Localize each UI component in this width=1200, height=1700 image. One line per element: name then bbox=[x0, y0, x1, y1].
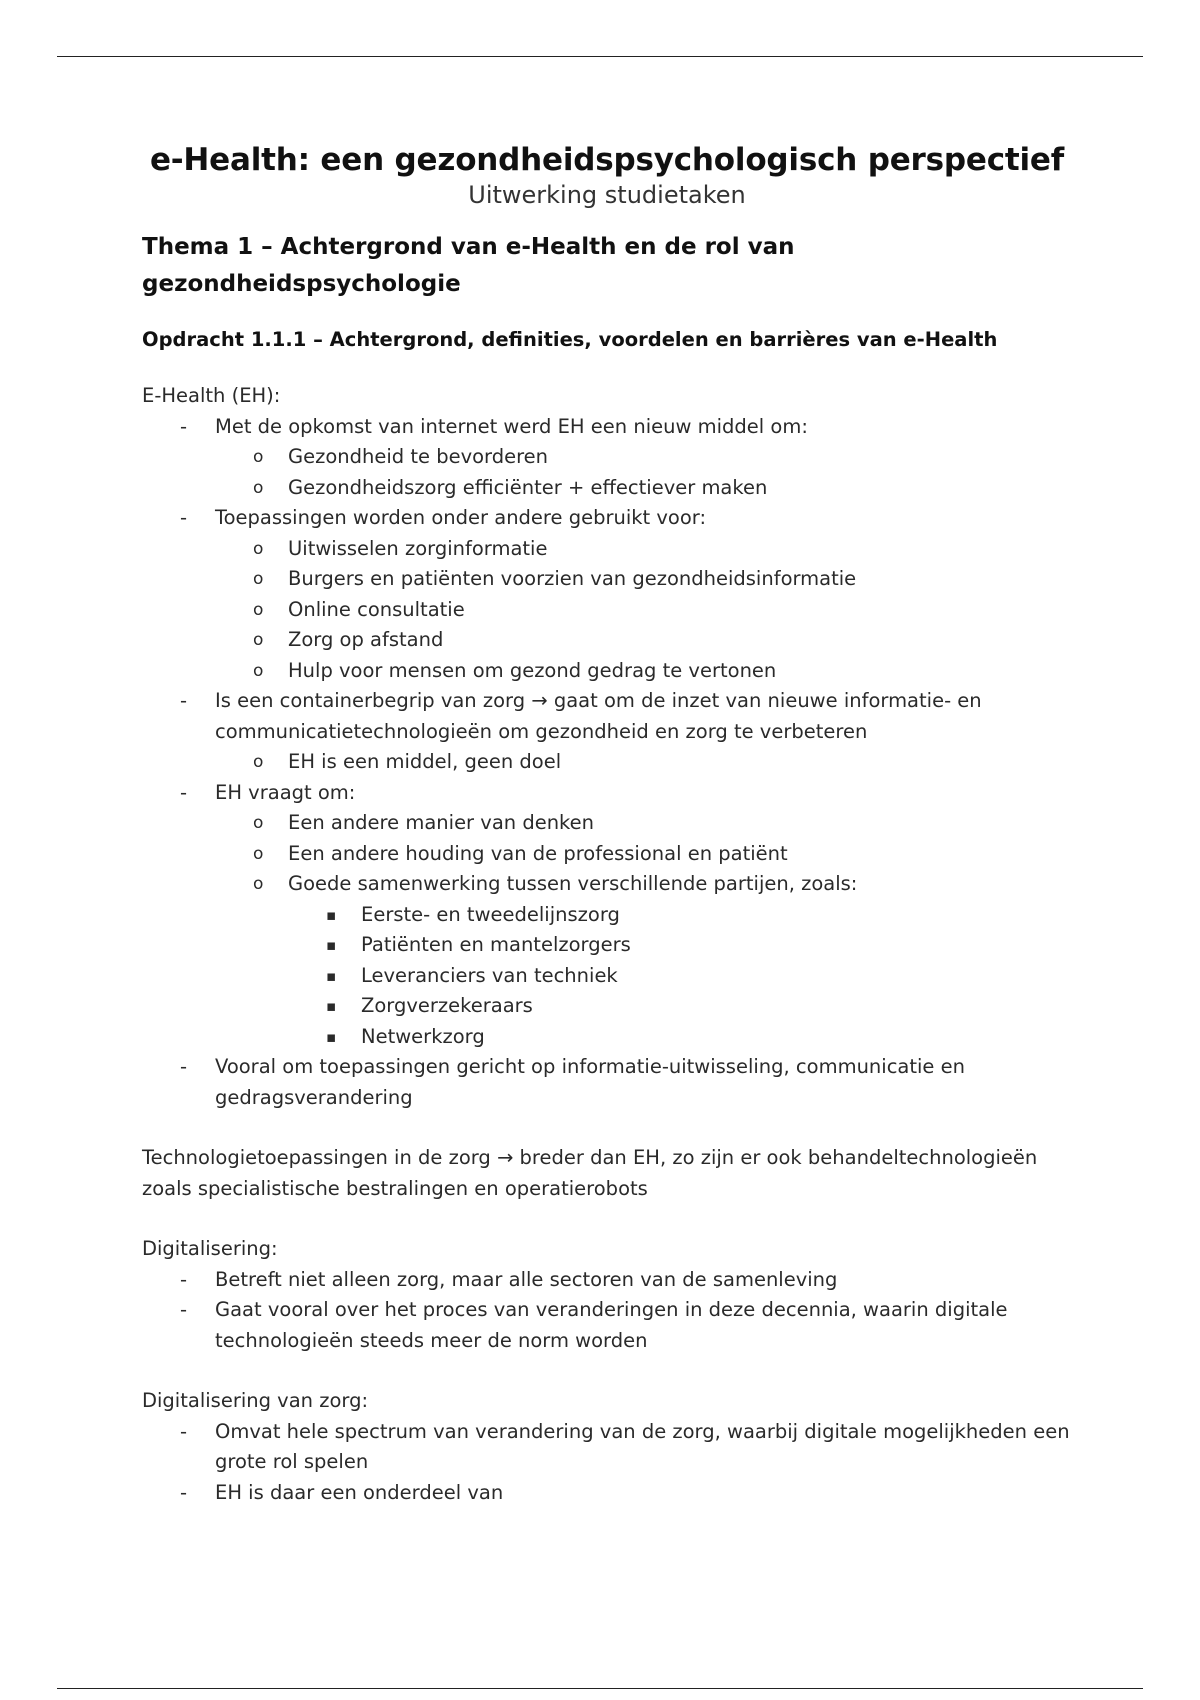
list-item bbox=[215, 656, 1072, 687]
list-item-text: EH is daar een onderdeel van bbox=[215, 1480, 504, 1504]
square-marker: ▪ bbox=[326, 966, 337, 985]
circle-marker: o bbox=[253, 752, 264, 773]
ehealth-label: E-Health (EH): bbox=[142, 384, 281, 408]
digitalisering-zorg-label: Digitalisering van zorg: bbox=[142, 1389, 369, 1413]
list-item-text: Toepassingen worden onder andere gebruikt voor: bbox=[215, 506, 707, 530]
top-rule bbox=[57, 56, 1143, 57]
list-item-text: Gezondheid te bevorderen bbox=[288, 445, 549, 469]
document-subtitle: Uitwerking studietaken bbox=[468, 181, 746, 210]
list-item-text: Online consultatie bbox=[288, 597, 465, 621]
dash-marker: - bbox=[180, 506, 188, 530]
list-item bbox=[215, 869, 1072, 1052]
circle-marker: o bbox=[253, 813, 264, 834]
list-item-text: Gezondheidszorg efficiënter + effectiever maken bbox=[288, 475, 768, 499]
list-item-text: EH vraagt om: bbox=[215, 780, 356, 804]
list-item-text: Hulp voor mensen om gezond gedrag te vertonen bbox=[288, 658, 777, 682]
sub-sub-list bbox=[215, 900, 1072, 1053]
document-title: e-Health: een gezondheidspsychologisch perspectief bbox=[149, 142, 1065, 178]
spacer bbox=[142, 1113, 1072, 1143]
list-item bbox=[142, 686, 1072, 778]
list-item bbox=[215, 564, 1072, 595]
technologie-paragraph: Technologietoepassingen in de zorg → breder dan EH, zo zijn er ook behandeltechnologieën zoals specialistische bestralingen en operatierobots bbox=[142, 1146, 1038, 1200]
dash-marker: - bbox=[180, 1055, 188, 1079]
square-marker: ▪ bbox=[326, 1027, 337, 1046]
list-item bbox=[215, 839, 1072, 870]
digitalisering-list bbox=[142, 1265, 1072, 1357]
dash-marker: - bbox=[180, 1419, 188, 1443]
digitalisering-label: Digitalisering: bbox=[142, 1237, 278, 1261]
list-item-text: Goede samenwerking tussen verschillende partijen, zoals: bbox=[288, 872, 858, 896]
list-item bbox=[288, 900, 1072, 931]
ehealth-list bbox=[142, 412, 1072, 1114]
dash-marker: - bbox=[180, 1298, 188, 1322]
list-item bbox=[142, 412, 1072, 504]
list-item-text: Een andere houding van de professional en patiënt bbox=[288, 841, 788, 865]
document-page bbox=[142, 140, 1072, 1508]
circle-marker: o bbox=[253, 599, 264, 620]
list-item-text: Eerste- en tweedelijnszorg bbox=[361, 902, 620, 926]
circle-marker: o bbox=[253, 477, 264, 498]
list-item-text: Met de opkomst van internet werd EH een nieuw middel om: bbox=[215, 414, 808, 438]
dash-marker: - bbox=[180, 780, 188, 804]
square-marker: ▪ bbox=[326, 905, 337, 924]
square-marker: ▪ bbox=[326, 936, 337, 955]
theme-heading bbox=[142, 229, 1072, 303]
list-item bbox=[142, 1478, 1072, 1509]
list-item bbox=[142, 1295, 1072, 1356]
circle-marker: o bbox=[253, 447, 264, 468]
sub-list bbox=[142, 442, 1072, 503]
list-item bbox=[215, 473, 1072, 504]
digitalisering-zorg-list bbox=[142, 1417, 1072, 1509]
list-item-text: Gaat vooral over het proces van veranderingen in deze decennia, waarin digitale technologieën steeds meer de norm worden bbox=[215, 1298, 1008, 1352]
circle-marker: o bbox=[253, 874, 264, 895]
list-item bbox=[215, 442, 1072, 473]
circle-marker: o bbox=[253, 630, 264, 651]
dash-marker: - bbox=[180, 414, 188, 438]
dash-marker: - bbox=[180, 1480, 188, 1504]
list-item-text: Zorg op afstand bbox=[288, 628, 444, 652]
sub-list bbox=[142, 534, 1072, 687]
list-item-text: Leveranciers van techniek bbox=[361, 963, 618, 987]
spacer bbox=[142, 1204, 1072, 1234]
list-item-text: Een andere manier van denken bbox=[288, 811, 595, 835]
list-item-text: Uitwisselen zorginformatie bbox=[288, 536, 548, 560]
list-item bbox=[215, 625, 1072, 656]
list-item-text: Betreft niet alleen zorg, maar alle sectoren van de samenleving bbox=[215, 1267, 838, 1291]
list-item bbox=[142, 778, 1072, 1053]
list-item bbox=[142, 503, 1072, 686]
list-item bbox=[215, 808, 1072, 839]
list-item-text: EH is een middel, geen doel bbox=[288, 750, 562, 774]
list-item bbox=[288, 1022, 1072, 1053]
bottom-rule bbox=[57, 1688, 1143, 1689]
circle-marker: o bbox=[253, 569, 264, 590]
dash-marker: - bbox=[180, 1267, 188, 1291]
list-item bbox=[142, 1417, 1072, 1478]
list-item bbox=[288, 930, 1072, 961]
dash-marker: - bbox=[180, 689, 188, 713]
sub-list bbox=[142, 808, 1072, 1052]
spacer bbox=[142, 1356, 1072, 1386]
list-item bbox=[215, 534, 1072, 565]
list-item-text: Patiënten en mantelzorgers bbox=[361, 933, 631, 957]
list-item-text: Is een containerbegrip van zorg → gaat om de inzet van nieuwe informatie- en communicatietechnologieën om gezondheid en zorg te verbeteren bbox=[215, 689, 982, 743]
assignment-heading: Opdracht 1.1.1 – Achtergrond, definities, voordelen en barrières van e-Health bbox=[142, 328, 998, 352]
list-item bbox=[215, 595, 1072, 626]
theme-heading-line1: Thema 1 – Achtergrond van e-Health en de rol van bbox=[142, 234, 795, 261]
list-item bbox=[288, 961, 1072, 992]
circle-marker: o bbox=[253, 843, 264, 864]
list-item bbox=[215, 747, 1072, 778]
list-item bbox=[288, 991, 1072, 1022]
list-item-text: Vooral om toepassingen gericht op informatie-uitwisseling, communicatie en gedragsverandering bbox=[215, 1055, 965, 1109]
circle-marker: o bbox=[253, 538, 264, 559]
list-item-text: Burgers en patiënten voorzien van gezondheidsinformatie bbox=[288, 567, 857, 591]
circle-marker: o bbox=[253, 660, 264, 681]
sub-list bbox=[142, 747, 1072, 778]
list-item-text: Omvat hele spectrum van verandering van de zorg, waarbij digitale mogelijkheden een grote rol spelen bbox=[215, 1419, 1070, 1474]
theme-heading-line2: gezondheidspsychologie bbox=[142, 271, 461, 298]
list-item-text: Netwerkzorg bbox=[361, 1024, 485, 1048]
list-item-text: Zorgverzekeraars bbox=[361, 994, 533, 1018]
list-item bbox=[142, 1265, 1072, 1296]
list-item bbox=[142, 1052, 1072, 1113]
square-marker: ▪ bbox=[326, 997, 337, 1016]
